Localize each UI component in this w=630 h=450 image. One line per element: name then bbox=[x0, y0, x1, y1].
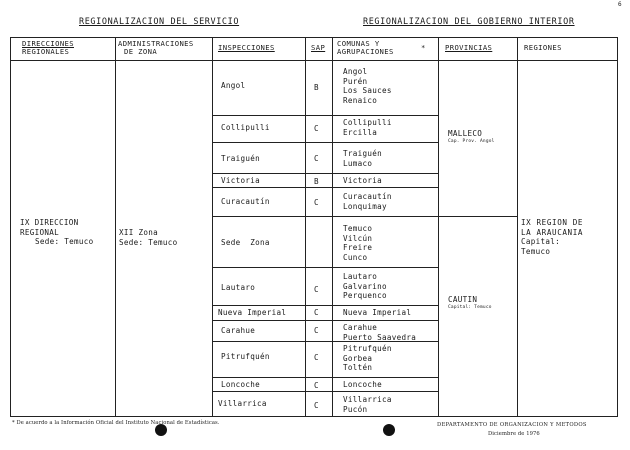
col-line-6 bbox=[517, 37, 518, 417]
region: IX REGION DE LA ARAUCANIA Capital: Temuco bbox=[521, 218, 584, 256]
inspeccion-lautaro: Lautaro bbox=[221, 283, 256, 292]
comunas-curacautin: Curacautín Lonquimay bbox=[343, 192, 392, 211]
col-header-regiones: REGIONES bbox=[524, 43, 562, 52]
province-sep bbox=[438, 216, 518, 217]
row-sep-11 bbox=[212, 391, 438, 392]
table-bottom-border bbox=[10, 416, 618, 417]
provincia-malleco-capital: Cap. Prov. Angol bbox=[448, 139, 495, 144]
inspeccion-villarrica: Villarrica bbox=[218, 399, 267, 408]
comunas-pitrufquen: Pitrufquén Gorbea Toltén bbox=[343, 344, 392, 372]
comunas-victoria: Victoria bbox=[343, 176, 382, 185]
row-sep-10 bbox=[212, 377, 438, 378]
inspeccion-loncoche: Loncoche bbox=[221, 380, 260, 389]
comunas-carahue: Carahue Puerto Saavedra bbox=[343, 323, 417, 342]
header-right: REGIONALIZACION DEL GOBIERNO INTERIOR bbox=[363, 17, 575, 27]
row-sep-3 bbox=[212, 173, 438, 174]
table-top-border bbox=[10, 37, 618, 38]
provincia-cautin-capital: Capital: Temuco bbox=[448, 305, 492, 310]
comunas-nueva-imperial: Nueva Imperial bbox=[343, 308, 412, 317]
inspeccion-carahue: Carahue bbox=[221, 326, 256, 335]
row-sep-1 bbox=[212, 115, 438, 116]
footer-date: Diciembre de 1976 bbox=[488, 431, 540, 437]
comunas-asterisk: * bbox=[421, 43, 426, 52]
col-line-5 bbox=[438, 37, 439, 417]
comunas-villarrica: Villarrica Pucón bbox=[343, 395, 392, 414]
sap-villarrica: C bbox=[314, 401, 319, 410]
row-sep-8 bbox=[212, 320, 438, 321]
col-header-inspecciones: INSPECCIONES bbox=[218, 43, 275, 52]
col-line-2 bbox=[212, 37, 213, 417]
col-line-7 bbox=[617, 37, 618, 417]
sap-traiguen: C bbox=[314, 154, 319, 163]
sap-collipulli: C bbox=[314, 124, 319, 133]
direccion-regional: IX DIRECCION REGIONAL Sede: Temuco bbox=[20, 218, 94, 246]
col-line-4 bbox=[332, 37, 333, 417]
comunas-traiguen: Traiguén Lumaco bbox=[343, 149, 382, 168]
col-header-administraciones: ADMINISTRACIONES DE ZONA bbox=[118, 39, 194, 56]
sap-angol: B bbox=[314, 83, 319, 92]
inspeccion-sede-zona: Sede Zona bbox=[221, 238, 270, 247]
inspeccion-collipulli: Collipulli bbox=[221, 123, 270, 132]
inspeccion-curacautin: Curacautín bbox=[221, 197, 270, 206]
comunas-loncoche: Loncoche bbox=[343, 380, 382, 389]
sap-victoria: B bbox=[314, 177, 319, 186]
punch-hole-right bbox=[383, 424, 395, 436]
inspeccion-angol: Angol bbox=[221, 81, 246, 90]
col-line-0 bbox=[10, 37, 11, 417]
sap-nueva-imperial: C bbox=[314, 308, 319, 317]
comunas-sede-zona: Temuco Vilcún Freire Cunco bbox=[343, 224, 373, 262]
col-line-1 bbox=[115, 37, 116, 417]
sap-lautaro: C bbox=[314, 285, 319, 294]
provincia-cautin: CAUTIN bbox=[448, 295, 478, 304]
col-line-3 bbox=[305, 37, 306, 417]
row-sep-7 bbox=[212, 305, 438, 306]
header-left: REGIONALIZACION DEL SERVICIO bbox=[79, 17, 240, 27]
row-sep-5 bbox=[212, 216, 438, 217]
comunas-collipulli: Collipulli Ercilla bbox=[343, 118, 392, 137]
inspeccion-traiguen: Traiguén bbox=[221, 154, 260, 163]
sap-curacautin: C bbox=[314, 198, 319, 207]
comunas-lautaro: Lautaro Galvarino Perquenco bbox=[343, 272, 387, 300]
sap-loncoche: C bbox=[314, 381, 319, 390]
col-header-provincias: PROVINCIAS bbox=[445, 43, 493, 52]
footer-note: * De acuerdo a la Información Oficial del Instituto Nacional de Estadísticas. bbox=[12, 420, 220, 426]
sap-carahue: C bbox=[314, 326, 319, 335]
footer-department: DEPARTAMENTO DE ORGANIZACION Y METODOS bbox=[437, 422, 587, 428]
inspeccion-nueva-imperial: Nueva Imperial bbox=[218, 308, 287, 317]
comunas-angol: Angol Purén Los Sauces Renaico bbox=[343, 67, 392, 105]
row-sep-6 bbox=[212, 267, 438, 268]
administracion-zona: XII Zona Sede: Temuco bbox=[119, 228, 178, 247]
row-sep-2 bbox=[212, 142, 438, 143]
provincia-malleco: MALLECO bbox=[448, 129, 483, 138]
inspeccion-pitrufquen: Pitrufquén bbox=[221, 352, 270, 361]
inspeccion-victoria: Victoria bbox=[221, 176, 260, 185]
sap-pitrufquen: C bbox=[314, 353, 319, 362]
header-bottom-border bbox=[10, 60, 618, 61]
row-sep-4 bbox=[212, 187, 438, 188]
col-header-comunas: COMUNAS Y AGRUPACIONES bbox=[337, 39, 394, 56]
page-number: 6 bbox=[618, 1, 622, 8]
col-header-direcciones: DIRECCIONES REGIONALES bbox=[22, 39, 74, 56]
col-header-sap: SAP bbox=[311, 43, 326, 52]
